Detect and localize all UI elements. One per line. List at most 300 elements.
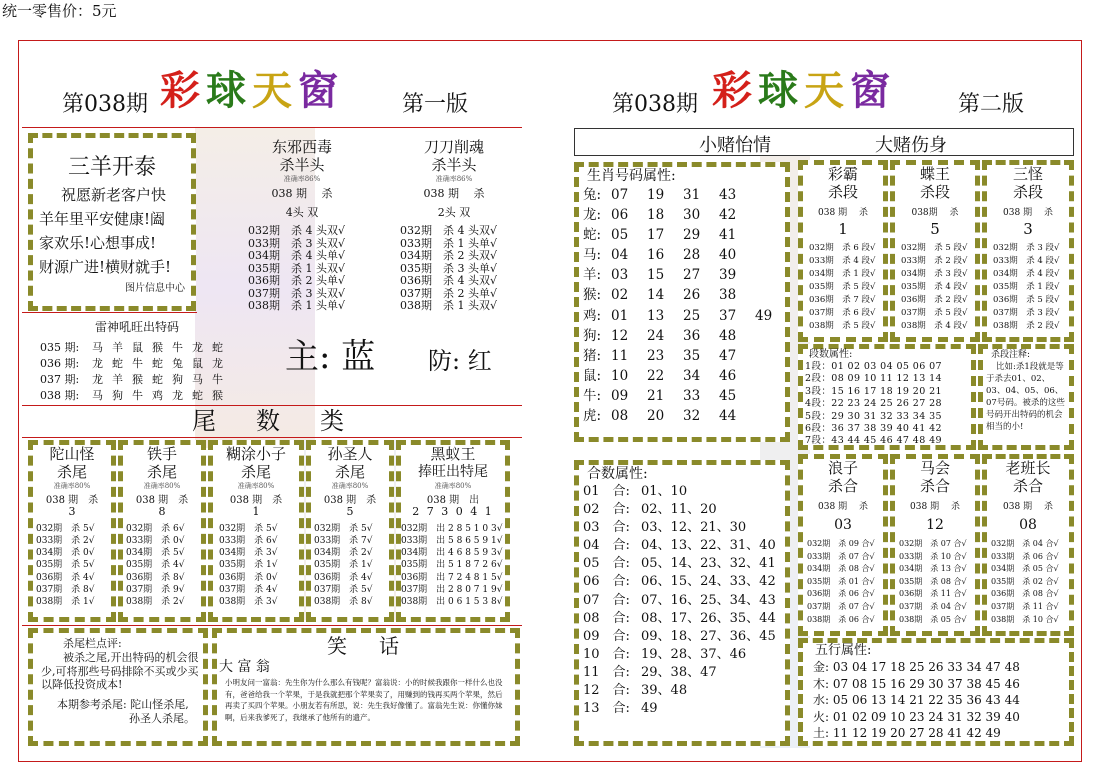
zodiac-cell: 蛇 [192, 389, 203, 402]
zodiac-cell: 狗 [172, 373, 183, 386]
issue-label: 038 期 杀 [271, 187, 333, 200]
combo-row [583, 700, 785, 718]
history-row: 035期 出 5 1 8 7 2 6√ [401, 560, 503, 571]
zodiac-attr-row [583, 386, 785, 406]
history-row: 036期 杀 11 合√ [899, 589, 967, 599]
tail-band-title: 尾 数 类 [192, 407, 352, 435]
combo-values: 03、12、21、30 [641, 520, 747, 536]
zodiac-name: 鸡: [583, 307, 602, 324]
left-logo [160, 68, 344, 114]
panel-subtitle: 杀合 [919, 477, 950, 495]
combo-row [583, 646, 785, 664]
zodiac-cell: 龙 [92, 373, 103, 386]
history-row: 032期 杀 5√ [219, 523, 278, 534]
history-row: 032期 杀 6 段√ [809, 243, 876, 253]
history-row: 038期 杀 1√ [36, 597, 95, 608]
blessing-title: 三羊开泰 [67, 155, 156, 180]
history-row: 037期 杀 5√ [314, 584, 373, 595]
combo-key: 02 合: [583, 502, 630, 518]
zodiac-attr-box [574, 162, 790, 442]
history-row: 038期 杀 05 合√ [899, 614, 967, 624]
zodiac-num: 38 [719, 287, 737, 304]
issue-label: 038 期 杀 [1003, 208, 1053, 218]
zodiac-num: 19 [647, 187, 665, 203]
panel-title: 铁手 [146, 445, 177, 463]
zodiac-cell: 蛇 [152, 357, 163, 370]
history-row: 034期 杀 4 段√ [993, 269, 1060, 279]
zodiac-cell: 马 [92, 389, 103, 402]
panel-title: 孙圣人 [327, 445, 373, 463]
thunder-issue: 038 期: [40, 389, 80, 402]
history-row: 035期 杀 08 合√ [899, 576, 967, 586]
right-edition: 第二版 [958, 92, 1025, 117]
combo-key: 10 合: [583, 646, 630, 662]
main-color: 主: 蓝 [285, 337, 376, 377]
current-pick: 2头 双 [437, 205, 471, 219]
combo-key: 01 合: [583, 484, 630, 499]
segment-kill-box [798, 160, 888, 342]
segment-row: 1段：01 02 03 04 05 06 07 [805, 361, 942, 372]
history-row: 034期 杀 4 头单√ [248, 249, 345, 262]
history-row: 035期 杀 1√ [314, 560, 373, 571]
history-row: 034期 杀 05 合√ [991, 564, 1059, 574]
zodiac-num: 45 [719, 387, 737, 404]
history-row: 036期 杀 08 合√ [991, 589, 1059, 599]
combo-values: 04、13、22、31、40 [641, 538, 776, 554]
combo-values: 09、18、27、36、45 [641, 628, 776, 644]
zodiac-num: 41 [719, 227, 737, 244]
zodiac-num: 01 [611, 307, 629, 324]
current-pick: 2 7 3 0 4 1 [412, 505, 494, 518]
history-row: 032期 杀 4 头双√ [400, 224, 497, 237]
divider [22, 437, 522, 438]
history-row: 038期 杀 2√ [126, 597, 185, 608]
combo-values: 07、16、25、34、43 [641, 592, 776, 608]
current-pick: 08 [1019, 517, 1037, 533]
zodiac-name: 虎: [583, 408, 602, 425]
history-row: 032期 杀 04 合√ [991, 539, 1059, 548]
comment-ref-label: 本期参考杀尾: [57, 697, 127, 711]
current-pick: 12 [926, 517, 944, 533]
history-row: 034期 出 4 6 8 5 9 3√ [401, 548, 503, 559]
zodiac-num: 11 [611, 347, 629, 364]
divider [22, 312, 197, 313]
zodiac-cell: 猴 [152, 341, 163, 354]
right-issue: 第038期 [612, 92, 698, 117]
history-row: 037期 杀 6 段√ [809, 308, 876, 318]
history-row: 037期 杀 4√ [219, 584, 278, 595]
panel-title: 老班长 [1005, 459, 1051, 477]
thunder-row [40, 356, 252, 372]
logo-char: 球 [758, 67, 804, 114]
segment-kill-box [890, 160, 980, 342]
zodiac-num: 44 [719, 408, 737, 425]
issue-label: 038 期 杀 [229, 495, 283, 506]
history-row: 038期 杀 3√ [219, 597, 278, 608]
zodiac-attr-title: 生肖号码属性: [587, 168, 676, 184]
logo-char: 窗 [850, 67, 896, 114]
history-row: 036期 出 7 2 4 8 1 5√ [401, 572, 503, 583]
zodiac-num: 14 [647, 287, 665, 304]
zodiac-num: 16 [647, 247, 665, 264]
zodiac-num: 20 [647, 408, 665, 425]
panel-subtitle: 杀段 [827, 183, 858, 201]
combo-kill-box [798, 454, 888, 636]
zodiac-num: 15 [647, 267, 665, 284]
logo-char: 彩 [712, 67, 758, 114]
logo-char: 天 [804, 67, 850, 114]
panel-title: 蝶王 [919, 165, 950, 183]
zodiac-name: 羊: [583, 267, 602, 284]
thunder-box [22, 318, 252, 404]
zodiac-cell: 鸡 [152, 389, 163, 402]
history-row: 032期 杀 4 头双√ [248, 224, 345, 237]
zodiac-name: 猴: [583, 287, 602, 304]
combo-key: 09 合: [583, 628, 630, 644]
segment-attr-box [798, 344, 976, 450]
zodiac-cell: 兔 [172, 357, 183, 370]
combo-values: 05、14、23、32、41 [641, 556, 776, 572]
history-row: 037期 杀 5 段√ [901, 308, 968, 318]
zodiac-name: 猪: [583, 347, 602, 364]
segment-row: 2段：08 09 10 11 12 13 14 [805, 373, 942, 385]
history-row: 036期 杀 4 头双√ [400, 274, 497, 287]
element-row: 木: 07 08 15 16 29 30 37 38 45 46 [813, 676, 1020, 691]
element-row: 金: 03 04 17 18 25 26 33 34 47 48 [813, 660, 1020, 674]
blessing-credit: 图片信息中心 [125, 283, 185, 294]
combo-row [583, 573, 785, 591]
logo-char: 彩 [160, 67, 206, 114]
motto-a: 小赌怡情 [699, 135, 771, 156]
zodiac-name: 马: [583, 247, 602, 264]
accuracy-rate: 准确率80% [53, 482, 91, 490]
accuracy-rate: 准确率80% [434, 482, 472, 490]
zodiac-name: 鼠: [583, 367, 602, 384]
head-kill-panel [232, 138, 372, 313]
combo-attr-title: 合数属性: [587, 466, 648, 482]
segment-row: 3段：15 16 17 18 19 20 21 [805, 385, 942, 397]
combo-key: 12 合: [583, 683, 630, 699]
comment-body: 被杀之尾,开出特码的机会很少,可将那些号码排除不买或少买以降低投资成本! [41, 651, 199, 691]
history-row: 038期 杀 2 段√ [993, 321, 1060, 331]
zodiac-num: 36 [683, 327, 701, 344]
history-row: 032期 杀 5 段√ [901, 243, 968, 253]
history-row: 038期 杀 1 头单√ [248, 299, 345, 312]
history-row: 036期 杀 8√ [126, 572, 185, 583]
panel-title: 马会 [919, 459, 950, 477]
element-row: 水: 05 06 13 14 21 22 35 36 43 44 [813, 693, 1020, 707]
zodiac-num: 12 [611, 327, 629, 344]
current-pick: 8 [158, 505, 166, 518]
zodiac-cell: 羊 [112, 341, 123, 354]
segment-attr-title: 段数属性: [809, 349, 853, 360]
combo-key: 11 合: [583, 664, 630, 680]
zodiac-num: 42 [719, 207, 737, 224]
zodiac-num: 25 [683, 307, 701, 324]
five-elements-box [798, 638, 1074, 746]
zodiac-name: 狗: [583, 327, 602, 344]
logo-char: 球 [206, 67, 252, 114]
blessing-line: 祝愿新老客户快 [61, 186, 167, 204]
combo-values: 08、17、26、35、44 [641, 610, 776, 626]
zodiac-cell: 蛇 [152, 373, 163, 386]
history-row: 034期 杀 2 头双√ [400, 249, 497, 262]
current-pick: 3 [1023, 220, 1033, 238]
tail-comment-box [28, 628, 208, 746]
zodiac-num: 21 [647, 387, 665, 404]
segment-note-body: 比如:杀1段就是等于杀去01、02、03、04、05、06、07号码。被杀的这些号码开出特码的机会相当的小! [986, 362, 1065, 432]
zodiac-cell: 猴 [132, 373, 143, 386]
panel-title: 黑蚁王 [430, 445, 476, 463]
current-pick: 5 [346, 505, 354, 518]
zodiac-cell: 狗 [112, 389, 123, 402]
combo-attr-box [574, 460, 790, 746]
issue-label: 038 期 杀 [323, 495, 377, 506]
combo-values: 02、11、20 [641, 502, 717, 518]
blessing-line: 家欢乐!心想事成! [39, 234, 157, 252]
accuracy-rate: 准确率86% [283, 175, 321, 183]
history-row: 036期 杀 5 段√ [993, 295, 1060, 305]
zodiac-num: 37 [719, 307, 737, 324]
history-row: 037期 杀 3 头双√ [248, 286, 345, 300]
zodiac-num: 33 [683, 387, 701, 404]
panel-subtitle: 杀合 [827, 477, 858, 495]
zodiac-num: 26 [683, 287, 701, 304]
panel-subtitle: 捧旺出特尾 [418, 464, 488, 480]
zodiac-cell: 鼠 [132, 341, 143, 354]
history-row: 037期 杀 2 头单√ [400, 286, 497, 300]
zodiac-num: 03 [611, 267, 629, 284]
accuracy-rate: 准确率80% [143, 482, 181, 490]
zodiac-num: 48 [719, 327, 737, 344]
zodiac-attr-row [583, 326, 785, 346]
segment-kill-box [982, 160, 1074, 342]
combo-key: 08 合: [583, 610, 630, 626]
history-row: 033期 杀 2√ [36, 535, 95, 546]
issue-label: 038 期 杀 [45, 495, 99, 506]
history-row: 036期 杀 06 合√ [807, 589, 875, 599]
zodiac-num: 06 [611, 207, 629, 224]
black-ant-box [396, 440, 510, 622]
tail-kill-box [208, 440, 304, 622]
zodiac-num: 28 [683, 247, 701, 264]
zodiac-cell: 龙 [172, 389, 183, 402]
zodiac-attr-row [583, 285, 785, 305]
zodiac-num: 17 [647, 227, 665, 244]
joke-box [212, 628, 520, 746]
history-row: 036期 杀 4√ [36, 572, 95, 583]
history-row: 033期 杀 4 段√ [809, 256, 876, 266]
combo-row [583, 628, 785, 646]
history-row: 037期 杀 9√ [126, 584, 185, 595]
zodiac-num: 10 [611, 367, 629, 384]
history-row: 038期 杀 8√ [314, 597, 373, 608]
history-row: 035期 杀 5√ [36, 560, 95, 571]
current-pick: 1 [252, 505, 260, 518]
combo-row [583, 682, 785, 700]
issue-label: 038 期 杀 [818, 502, 868, 512]
segment-row: 6段：36 37 38 39 40 41 42 [805, 423, 942, 435]
zodiac-num: 22 [647, 367, 665, 384]
combo-row [583, 537, 785, 555]
history-row: 035期 杀 1√ [219, 560, 278, 571]
accuracy-rate: 准确率80% [237, 482, 275, 490]
zodiac-num: 04 [611, 247, 629, 264]
zodiac-num: 31 [683, 187, 701, 203]
zodiac-num: 46 [719, 367, 737, 384]
zodiac-cell: 猴 [212, 389, 223, 402]
issue-label: 038 期 杀 [135, 495, 189, 506]
history-row: 035期 杀 5 段√ [809, 282, 876, 292]
panel-subtitle: 杀尾 [56, 463, 87, 481]
history-row: 036期 杀 7 段√ [809, 295, 876, 305]
guard-color: 防: 红 [428, 347, 492, 375]
panel-title: 陀山怪 [49, 445, 95, 463]
thunder-row [40, 372, 252, 388]
history-row: 033期 杀 3 头双√ [248, 236, 345, 250]
zodiac-num: 18 [647, 207, 665, 224]
zodiac-num: 32 [683, 408, 701, 425]
blessing-box [28, 133, 196, 311]
zodiac-num: 49 [755, 307, 773, 324]
zodiac-attr-row [583, 346, 785, 366]
segment-row: 7段：43 44 45 46 47 48 49 [805, 435, 942, 447]
zodiac-attr-row [583, 185, 785, 205]
accuracy-rate: 准确率80% [331, 482, 369, 490]
zodiac-attr-row [583, 406, 785, 426]
history-row: 033期 出 5 8 6 5 9 1√ [401, 535, 503, 546]
history-row: 032期 出 2 8 5 1 0 3√ [401, 523, 503, 534]
panel-subtitle: 杀尾 [146, 463, 177, 481]
segment-note-box [978, 344, 1074, 450]
history-row: 036期 杀 0√ [219, 572, 278, 583]
history-row: 033期 杀 07 合√ [807, 551, 875, 561]
history-row: 033期 杀 4 段√ [993, 256, 1060, 266]
zodiac-cell: 牛 [132, 357, 143, 370]
zodiac-attr-row [583, 205, 785, 225]
segment-note-title: 杀段注释: [991, 350, 1031, 360]
panel-title: 彩霸 [827, 165, 858, 183]
zodiac-num: 39 [719, 267, 737, 284]
right-logo [712, 68, 896, 114]
history-row: 035期 杀 1 段√ [993, 282, 1060, 292]
history-row: 038期 出 0 6 1 5 3 8√ [401, 597, 503, 608]
combo-row [583, 610, 785, 628]
history-row: 035期 杀 01 合√ [807, 576, 875, 586]
combo-kill-box [890, 454, 980, 636]
issue-label: 038 期 出 [426, 495, 480, 506]
panel-subtitle: 杀半头 [431, 156, 477, 174]
history-row: 037期 出 2 8 0 7 1 9√ [401, 584, 503, 595]
history-row: 037期 杀 11 合√ [991, 601, 1059, 611]
motto-banner [574, 128, 1074, 156]
history-row: 034期 杀 3√ [219, 548, 278, 559]
zodiac-num: 13 [647, 307, 665, 324]
zodiac-cell: 马 [192, 373, 203, 386]
history-row: 034期 杀 2√ [314, 548, 373, 559]
zodiac-cell: 马 [92, 341, 103, 354]
tail-kill-box [28, 440, 116, 622]
zodiac-cell: 蛇 [112, 357, 123, 370]
joke-title: 笑 话 [327, 634, 405, 658]
thunder-issue: 037 期: [40, 373, 80, 386]
panel-subtitle: 杀尾 [334, 463, 365, 481]
zodiac-cell: 龙 [212, 357, 223, 370]
history-row: 036期 杀 4√ [314, 572, 373, 583]
thunder-issue: 035 期: [40, 341, 80, 354]
history-row: 034期 杀 5√ [126, 548, 185, 559]
combo-row [583, 519, 785, 537]
history-row: 034期 杀 1 段√ [809, 269, 876, 279]
history-row: 032期 杀 5√ [36, 523, 95, 534]
history-row: 036期 杀 2 段√ [901, 295, 968, 305]
five-elements-title: 五行属性: [815, 643, 872, 658]
combo-key: 03 合: [583, 520, 630, 536]
history-row: 035期 杀 02 合√ [991, 576, 1059, 586]
combo-values: 49 [641, 701, 658, 717]
issue-label: 038 期 杀 [910, 502, 960, 512]
history-row: 036期 杀 2 头单√ [248, 274, 345, 287]
combo-values: 39、48 [641, 683, 688, 699]
accuracy-rate: 准确率86% [435, 175, 473, 183]
zodiac-cell: 蛇 [212, 341, 223, 354]
history-row: 033期 杀 6√ [219, 535, 278, 546]
zodiac-num: 02 [611, 287, 629, 304]
tail-kill-box [118, 440, 206, 622]
combo-row [583, 483, 785, 501]
combo-kill-box [982, 454, 1074, 636]
left-issue: 第038期 [62, 92, 148, 117]
combo-values: 19、28、37、46 [641, 646, 747, 662]
panel-subtitle: 杀合 [1012, 477, 1043, 495]
zodiac-cell: 牛 [132, 389, 143, 402]
combo-values: 06、15、24、33、42 [641, 574, 776, 590]
zodiac-num: 24 [647, 327, 665, 344]
zodiac-name: 龙: [583, 207, 602, 224]
history-row: 033期 杀 7√ [314, 535, 373, 546]
zodiac-name: 牛: [583, 387, 602, 404]
logo-char: 窗 [298, 67, 344, 114]
zodiac-cell: 牛 [172, 341, 183, 354]
zodiac-num: 23 [647, 347, 665, 364]
panel-subtitle: 杀尾 [240, 463, 271, 481]
zodiac-num: 27 [683, 267, 701, 284]
blessing-line: 财源广进!横财就手! [39, 258, 172, 276]
retail-price: 统一零售价：5元 [2, 2, 117, 20]
history-row: 038期 杀 10 合√ [991, 614, 1059, 624]
zodiac-num: 30 [683, 207, 701, 224]
panel-title: 东邪西毒 [271, 138, 332, 156]
motto-b: 大赌伤身 [875, 135, 947, 156]
left-edition: 第一版 [402, 92, 469, 117]
zodiac-num: 43 [719, 187, 737, 203]
history-row: 034期 杀 3 段√ [901, 269, 968, 279]
history-row: 038期 杀 1 头双√ [400, 299, 497, 312]
zodiac-num: 34 [683, 367, 701, 384]
history-row: 038期 杀 5 段√ [809, 321, 876, 331]
zodiac-attr-row [583, 265, 785, 285]
current-pick: 3 [68, 505, 76, 518]
zodiac-attr-row [583, 306, 785, 326]
history-row: 034期 杀 13 合√ [899, 564, 967, 574]
issue-label: 038 期 杀 [1003, 502, 1053, 512]
combo-row [583, 555, 785, 573]
segment-row: 5段：29 30 31 32 33 34 35 [805, 410, 942, 422]
zodiac-name: 蛇: [583, 227, 602, 244]
joke-subtitle: 大 富 翁 [219, 659, 270, 675]
current-pick: 5 [930, 220, 940, 238]
zodiac-num: 09 [611, 387, 629, 404]
